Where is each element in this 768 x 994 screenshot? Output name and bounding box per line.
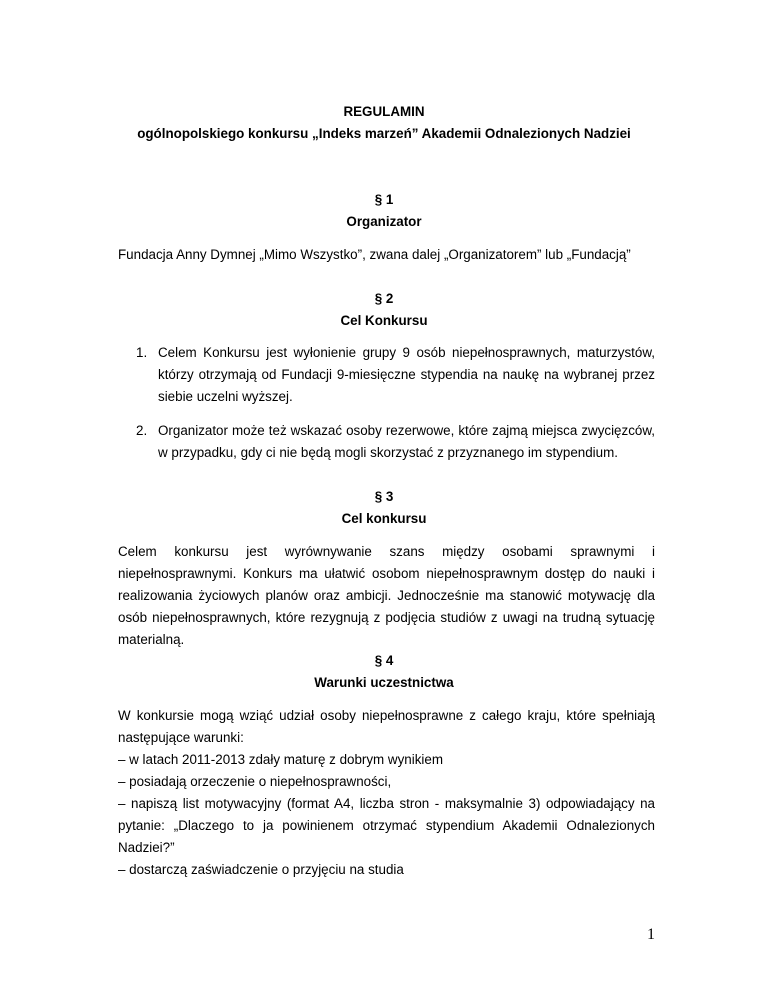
condition-item: – dostarczą zaświadczenie o przyjęciu na studia bbox=[118, 862, 404, 877]
document-subtitle: ogólnopolskiego konkursu „Indeks marzeń” Akademii Odnalezionych Nadziei bbox=[137, 126, 631, 141]
section-3-number: § 3 bbox=[374, 489, 394, 504]
section-2-heading: Cel Konkursu bbox=[340, 313, 428, 328]
section-4-heading: Warunki uczestnictwa bbox=[314, 675, 454, 690]
section-4-intro: W konkursie mogą wziąć udział osoby niepełnosprawne z całego kraju, które spełniają następujące warunki: bbox=[118, 708, 655, 745]
section-3-text: Celem konkursu jest wyrównywanie szans między osobami sprawnymi i niepełnosprawnymi. Konkurs ma ułatwić osobom niepełnosprawnym dostęp do nauki i realizowania życiowych planów oraz ambicji. Jednocześnie ma stanowić motywację dla osób niepełnosprawnych, które rezygnują z podjęcia studiów z uwagi na trudną sytuację materialną. bbox=[118, 544, 655, 647]
section-1-heading: Organizator bbox=[346, 214, 422, 229]
section-4-conditions bbox=[118, 749, 655, 881]
section-2-item-1-number: 1. bbox=[136, 345, 148, 360]
section-1-text: Fundacja Anny Dymnej „Mimo Wszystko”, zwana dalej „Organizatorem” lub „Fundacją” bbox=[118, 247, 631, 262]
section-3-heading: Cel konkursu bbox=[341, 511, 427, 526]
section-2-item-2 bbox=[136, 420, 655, 464]
section-2-item-2-number: 2. bbox=[136, 423, 148, 438]
section-4-number: § 4 bbox=[374, 653, 394, 668]
section-1-number: § 1 bbox=[374, 192, 394, 207]
condition-item: – posiadają orzeczenie o niepełnosprawności, bbox=[118, 774, 392, 789]
section-2-item-2-text: Organizator może też wskazać osoby rezerwowe, które zajmą miejsca zwycięzców, w przypadku, gdy ci nie będą mogli skorzystać z przyznanego im stypendium. bbox=[158, 423, 655, 460]
page-number: 1 bbox=[647, 926, 655, 943]
document-title: REGULAMIN bbox=[343, 104, 425, 119]
condition-item: – w latach 2011-2013 zdały maturę z dobrym wynikiem bbox=[118, 752, 443, 767]
section-2-item-1-text: Celem Konkursu jest wyłonienie grupy 9 osób niepełnosprawnych, maturzystów, którzy otrzymają od Fundacji 9-miesięczne stypendia na naukę na wybranej przez siebie uczelni wyższej. bbox=[158, 345, 655, 404]
condition-item: – napiszą list motywacyjny (format A4, liczba stron - maksymalnie 3) odpowiadający na pytanie: „Dlaczego to ja powinienem otrzymać stypendium Akademii Odnalezionych Nadziei?” bbox=[118, 796, 655, 855]
section-2-number: § 2 bbox=[374, 291, 394, 306]
section-2-item-1 bbox=[136, 342, 655, 408]
